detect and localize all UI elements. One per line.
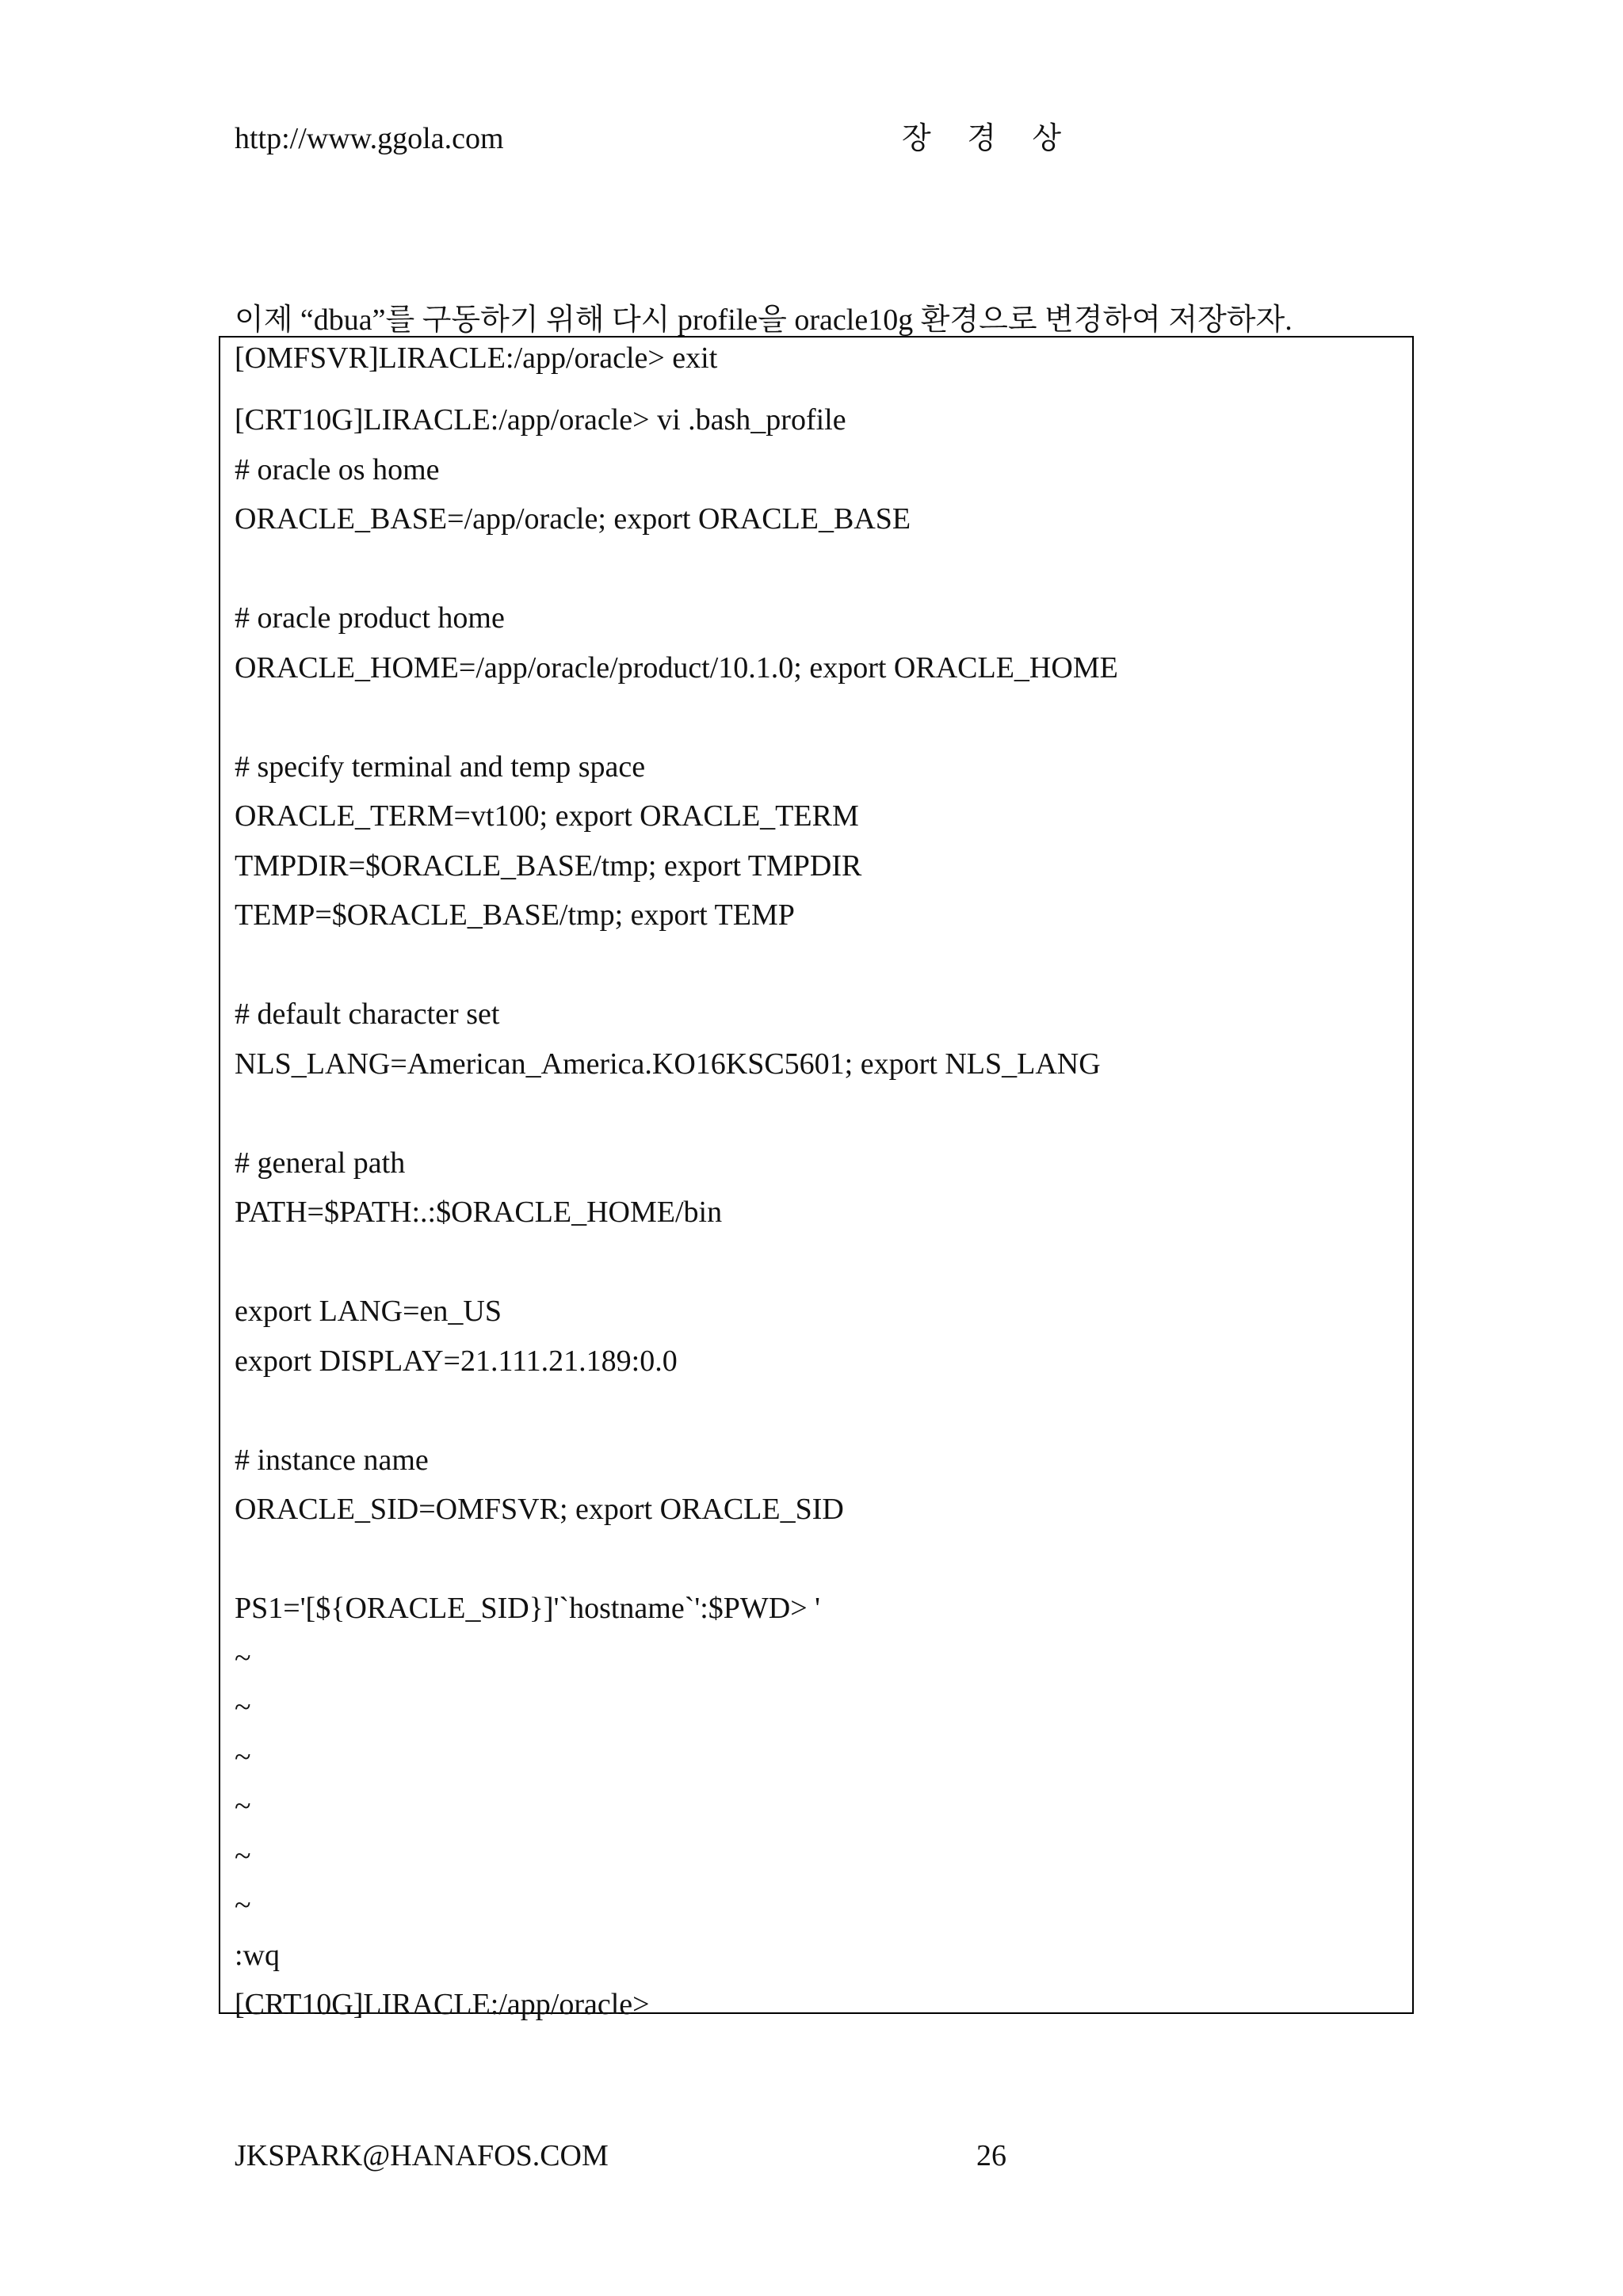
code-line: ORACLE_SID=OMFSVR; export ORACLE_SID <box>235 1493 844 1526</box>
code-line: # instance name <box>235 1443 429 1477</box>
code-line: ORACLE_BASE=/app/oracle; export ORACLE_BASE <box>235 502 911 536</box>
code-line: [CRT10G]LIRACLE:/app/oracle> <box>235 1988 650 2021</box>
code-line: TEMP=$ORACLE_BASE/tmp; export TEMP <box>235 898 795 932</box>
code-line: # default character set <box>235 997 500 1031</box>
header-url: http://www.ggola.com <box>235 122 504 155</box>
code-line: # oracle os home <box>235 452 440 486</box>
code-block <box>219 336 1414 2021</box>
code-line: ~ <box>235 1839 251 1873</box>
code-line: [CRT10G]LIRACLE:/app/oracle> vi .bash_profile <box>235 403 846 437</box>
code-line: ~ <box>235 1740 251 1774</box>
code-line: ORACLE_HOME=/app/oracle/product/10.1.0; export ORACLE_HOME <box>235 650 1118 685</box>
code-line: ~ <box>235 1889 251 1922</box>
code-line: ~ <box>235 1691 251 1724</box>
code-line: :wq <box>235 1938 280 1972</box>
intro-text: 이제 “dbua”를 구동하기 위해 다시 profile을 oracle10g 환경으로 변경하여 저장하자. <box>235 303 1293 337</box>
page-number: 26 <box>976 2139 1006 2172</box>
code-line: PATH=$PATH:.:$ORACLE_HOME/bin <box>235 1196 723 1229</box>
code-line: # general path <box>235 1146 406 1180</box>
header-author: 장 경 상 <box>902 122 1076 155</box>
code-line: [OMFSVR]LIRACLE:/app/oracle> exit <box>235 341 718 375</box>
code-line: TMPDIR=$ORACLE_BASE/tmp; export TMPDIR <box>235 849 862 883</box>
code-line: ORACLE_TERM=vt100; export ORACLE_TERM <box>235 799 859 833</box>
code-line: # specify terminal and temp space <box>235 749 646 784</box>
footer-email: JKSPARK@HANAFOS.COM <box>235 2139 609 2172</box>
code-line: PS1='[${ORACLE_SID}]'`hostname`':$PWD> ' <box>235 1592 820 1625</box>
code-line: export DISPLAY=21.111.21.189:0.0 <box>235 1344 678 1378</box>
code-line: NLS_LANG=American_America.KO16KSC5601; export NLS_LANG <box>235 1047 1101 1081</box>
code-line: # oracle product home <box>235 601 505 635</box>
code-line: ~ <box>235 1641 251 1675</box>
code-line: export LANG=en_US <box>235 1295 502 1328</box>
code-line: ~ <box>235 1790 251 1823</box>
